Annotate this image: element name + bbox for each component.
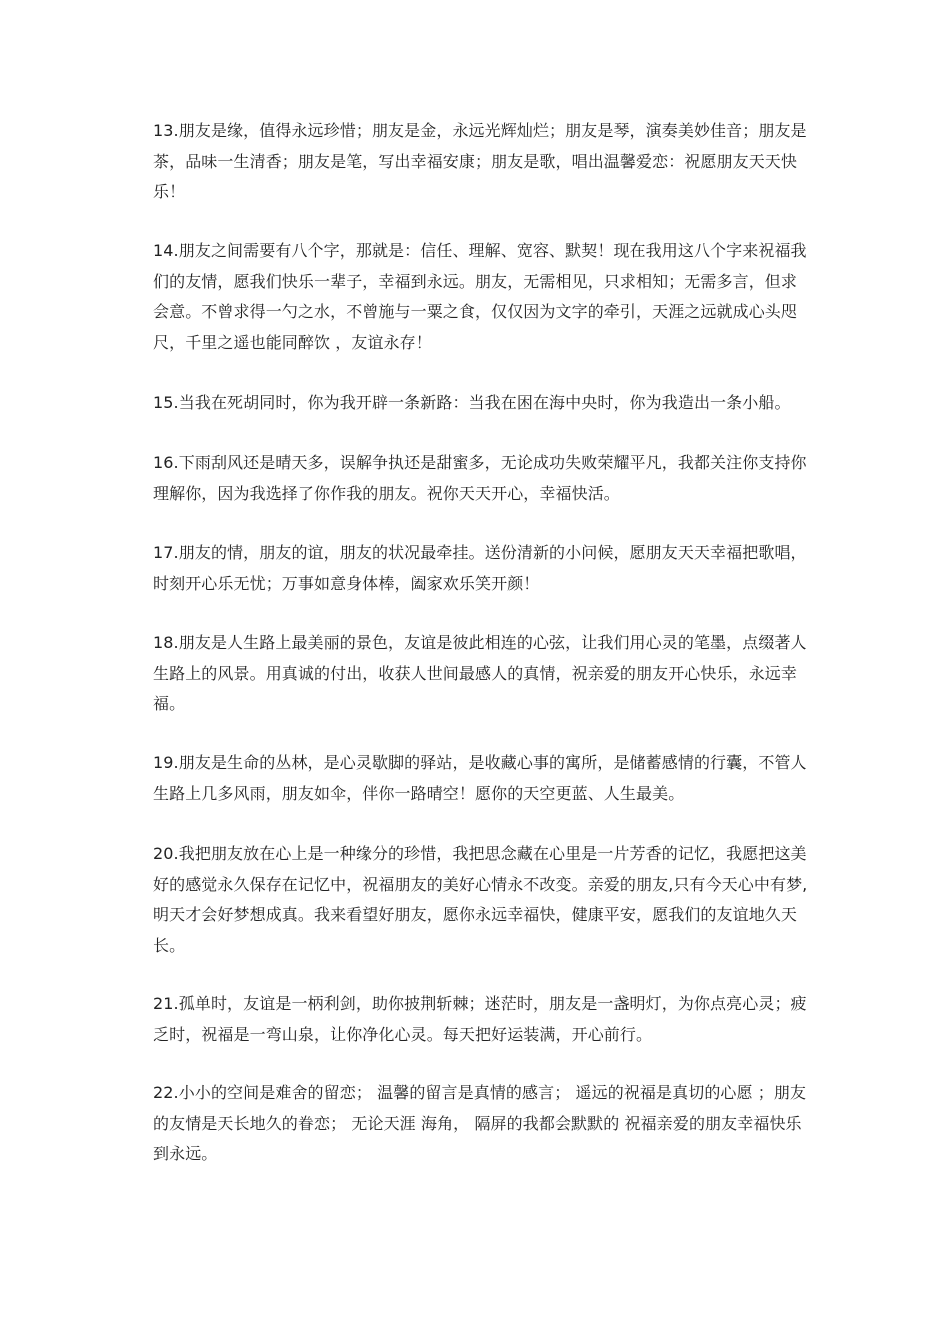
paragraph-13: 13.朋友是缘，值得永远珍惜；朋友是金，永远光辉灿烂；朋友是琴，演奏美妙佳音；朋友是茶，品味一生清香；朋友是笔，写出幸福安康；朋友是歌，唱出温馨爱恋：祝愿朋友天天快乐！ xyxy=(153,121,807,201)
paragraph-19: 19.朋友是生命的丛林，是心灵歇脚的驿站，是收藏心事的寓所，是储蓄感情的行囊，不管人生路上几多风雨，朋友如伞，伴你一路晴空！愿你的天空更蓝、人生最美。 xyxy=(153,753,807,803)
paragraph-16: 16.下雨刮风还是晴天多，误解争执还是甜蜜多，无论成功失败荣耀平凡，我都关注你支持你理解你，因为我选择了你作我的朋友。祝你天天开心，幸福快活。 xyxy=(153,453,807,503)
paragraph-15: 15.当我在死胡同时，你为我开辟一条新路：当我在困在海中央时，你为我造出一条小船。 xyxy=(153,393,791,412)
paragraph-22: 22.小小的空间是难舍的留恋； 温馨的留言是真情的感言； 遥远的祝福是真切的心愿 ；朋友的友情是天长地久的眷恋； 无论天涯 海角， 隔屏的我都会默默的 祝福亲爱的朋友幸福快乐到永远。 xyxy=(153,1083,807,1163)
paragraph-21: 21.孤单时，友谊是一柄利剑，助你披荆斩棘；迷茫时，朋友是一盏明灯，为你点亮心灵；疲乏时，祝福是一弯山泉，让你净化心灵。每天把好运装满，开心前行。 xyxy=(153,994,807,1044)
paragraph-20: 20.我把朋友放在心上是一种缘分的珍惜，我把思念藏在心里是一片芳香的记忆，我愿把这美好的感觉永久保存在记忆中，祝福朋友的美好心情永不改变。亲爱的朋友,只有今天心中有梦,明天才会好梦想成真。我来看望好朋友，愿你永远幸福快，健康平安，愿我们的友谊地久天长。 xyxy=(153,844,808,955)
paragraph-14: 14.朋友之间需要有八个字，那就是：信任、理解、宽容、默契！现在我用这八个字来祝福我们的友情，愿我们快乐一辈子，幸福到永远。朋友，无需相见，只求相知；无需多言，但求会意。不曾求得一勺之水，不曾施与一粟之食，仅仅因为文字的牵引，天涯之远就成心头咫尺，千里之遥也能同醉饮 ，友谊永存！ xyxy=(153,241,807,352)
paragraph-17: 17.朋友的情，朋友的谊，朋友的状况最牵挂。送份清新的小问候，愿朋友天天幸福把歌唱，时刻开心乐无忧；万事如意身体棒，阖家欢乐笑开颜！ xyxy=(153,543,807,593)
paragraph-18: 18.朋友是人生路上最美丽的景色，友谊是彼此相连的心弦，让我们用心灵的笔墨，点缀著人生路上的风景。用真诚的付出，收获人世间最感人的真情，祝亲爱的朋友开心快乐，永远幸福。 xyxy=(153,633,807,713)
